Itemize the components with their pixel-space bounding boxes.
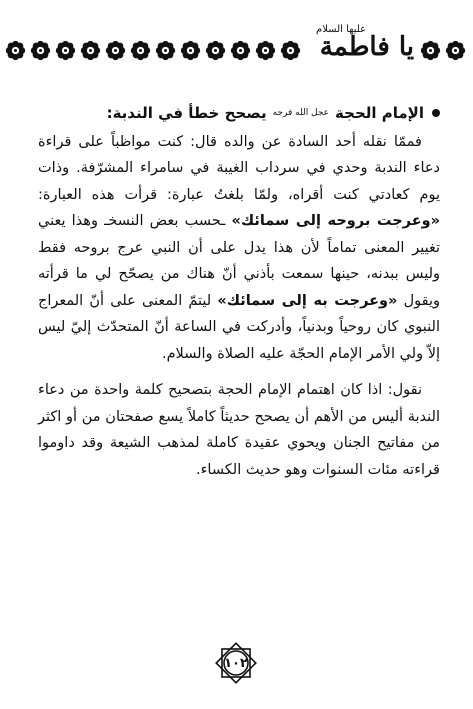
page-body (38, 100, 440, 483)
section-heading (38, 100, 440, 127)
page-header (0, 22, 473, 82)
flower-ornament-icon (279, 39, 302, 62)
flower-ornament-icon (254, 39, 277, 62)
paragraph-story-part1: فممّا نقله أحد السادة عن والده قال: كنت مواظباً على قراءة دعاء الندبة وحدي في سرداب الغيبة في سامراء المشرّفة. وذات يوم كعادتي كنت أقراه، ولمّا بلغتُ عبارة: قرأت هذه العبارة: (38, 133, 440, 203)
paragraph-story (38, 129, 440, 368)
heading-text-start: الإمام الحجة (335, 104, 424, 122)
page-number-badge (213, 640, 259, 686)
flower-ornament-icon (29, 39, 52, 62)
flower-ornament-icon (129, 39, 152, 62)
honorific-sign: عجل الله فرجه (272, 108, 330, 118)
running-title (308, 22, 418, 78)
page-number: ١٠٢ (224, 655, 248, 671)
flower-border-left (4, 38, 304, 62)
paragraph-story-part2: ـحسب بعض النسخـ وهذا يعني تغيير المعنى تماماً لأن هذا يدل على أن النبي عرج بروحه فقط وليس ببدنه، حينها سمعت بأذني أنّ هناك من يصحّح لي ما قرأته ويقول (38, 213, 440, 309)
flower-ornament-icon (54, 39, 77, 62)
paragraph-story-part3: ليتمّ المعنى على أنّ المعراج النبوي كان روحياً وبدنياً، وأدركت في الساعة أنّ المتحدّث إليّ ليس إلاّ ولي الأمر الإمام الحجّة عليه الصلاة والسلام. (38, 292, 440, 362)
flower-ornament-icon (104, 39, 127, 62)
paragraph-comment: نقول: اذا كان اهتمام الإمام الحجة بتصحيح كلمة واحدة من دعاء الندبة أليس من الأهم أن يصحح حديثاً كاملاً يسع صفحتان من أو اكثر من مفاتيح الجنان ويحوي عقيدة كاملة لمذهب الشيعة وقد داوموا قراءته مئات السنوات وهو حديث الكساء. (38, 382, 440, 478)
flower-ornament-icon (204, 39, 227, 62)
flower-ornament-icon (444, 39, 467, 62)
flower-ornament-icon (4, 39, 27, 62)
heading-text-end: يصحح خطأ في الندبة: (106, 104, 267, 122)
flower-ornament-icon (229, 39, 252, 62)
flower-ornament-icon (419, 39, 442, 62)
quoted-phrase-2: «وعرجت به إلى سمائك» (217, 292, 398, 309)
bullet-icon (432, 109, 440, 117)
title-text: يا فاطمة (319, 32, 414, 62)
flower-ornament-icon (79, 39, 102, 62)
quoted-phrase-1: «وعرجت بروحه إلى سمائك» (231, 213, 440, 229)
flower-border-right (411, 38, 467, 62)
flower-ornament-icon (179, 39, 202, 62)
title-honorific: عليها السلام (316, 24, 367, 35)
flower-ornament-icon (154, 39, 177, 62)
